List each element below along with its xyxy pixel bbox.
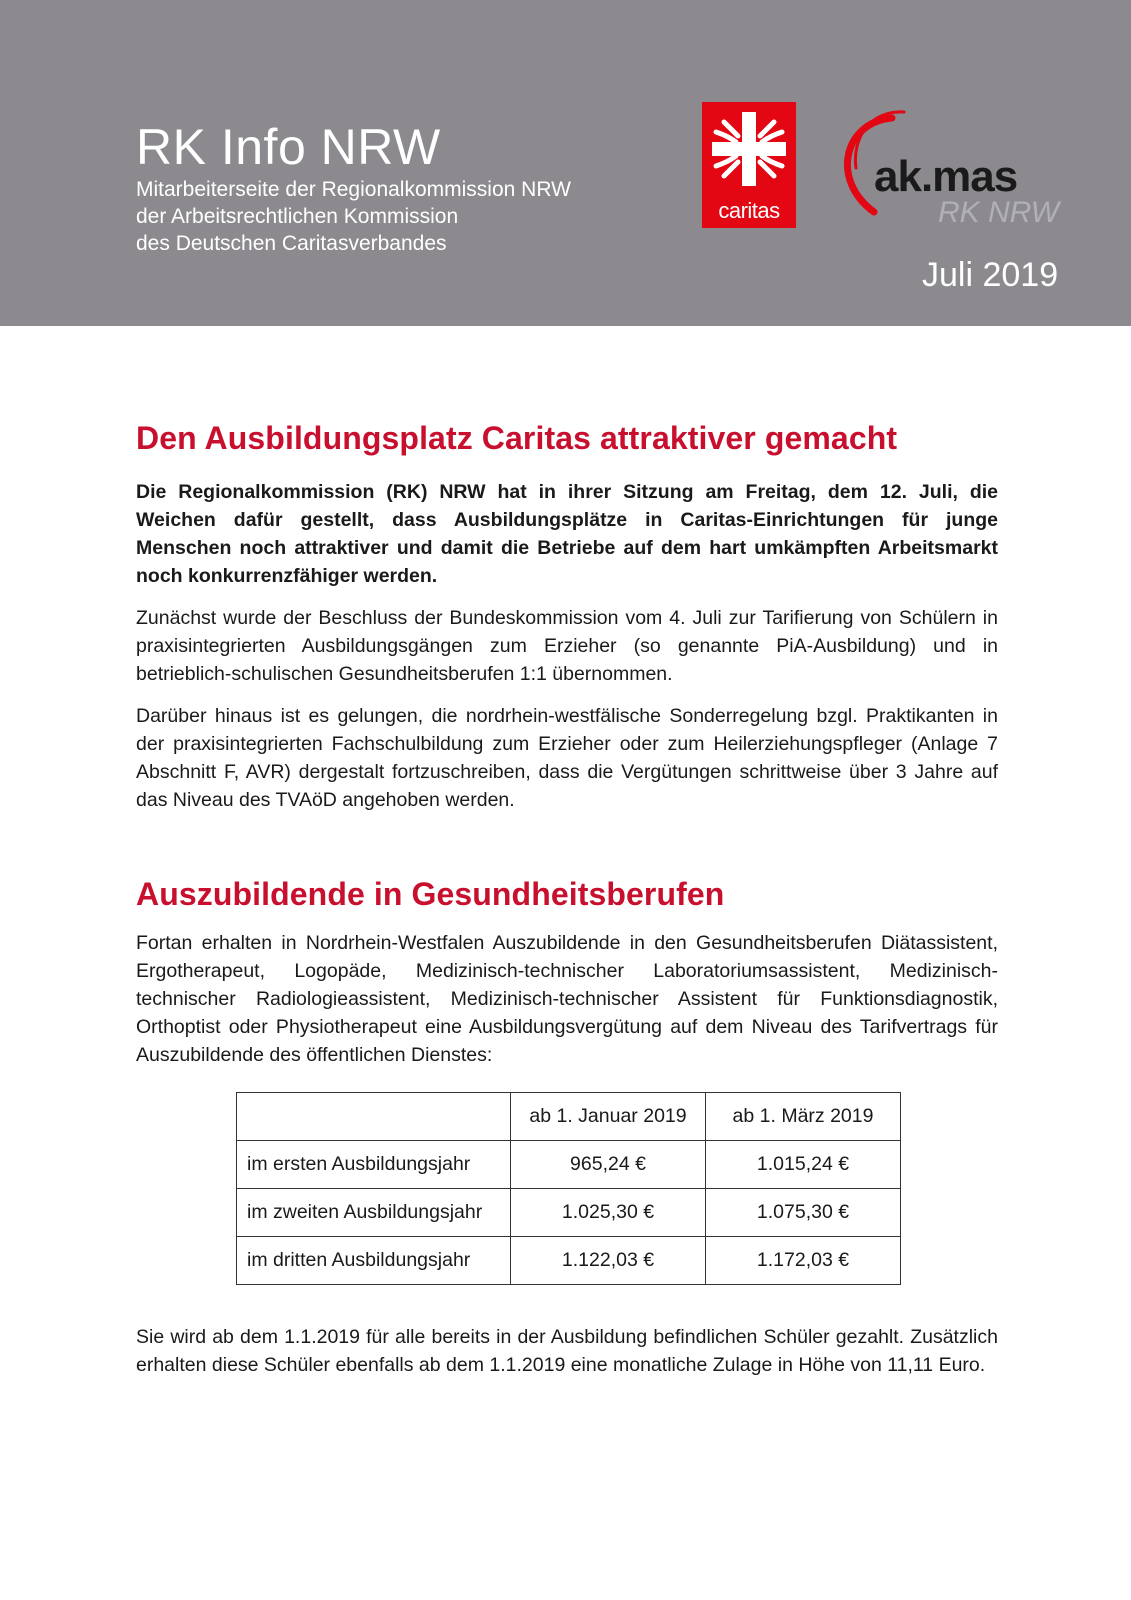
section-heading: Auszubildende in Gesundheitsberufen (136, 876, 725, 912)
article-body (136, 420, 998, 1379)
table-cell: 1.122,03 € (511, 1237, 706, 1285)
subtitle-line: des Deutschen Caritasverbandes (136, 232, 447, 255)
table-row (237, 1189, 901, 1237)
akmas-wordmark: ak.mas (874, 152, 1018, 201)
newsletter-subtitle (136, 176, 571, 257)
table-cell: 1.025,30 € (511, 1189, 706, 1237)
body-paragraph: Fortan erhalten in Nordrhein-Westfalen Auszubildende in den Gesundheitsberufen Diätassistent, Ergotherapeut, Logopäde, Medizinisch-technischer Laboratoriumsassistent, Medizinisch-technischer Radiologieassistent, Medizinisch-technischer Assistent für Funktionsdiagnostik, Orthoptist oder Physiotherapeut eine Ausbildungsvergütung auf dem Niveau des Tarifvertrags für Auszubildende des öffentlichen Dienstes: (136, 932, 998, 1066)
lead-paragraph: Die Regionalkommission (RK) NRW hat in ihrer Sitzung am Freitag, dem 12. Juli, die Weichen dafür gestellt, dass Ausbildungsplätze in Caritas-Einrichtungen für junge Menschen noch attraktiver und damit die Betriebe auf dem hart umkämpften Arbeitsmarkt noch konkurrenzfähiger werden. (136, 481, 998, 587)
newsletter-title: RK Info NRW (136, 119, 441, 175)
table-row (237, 1237, 901, 1285)
table-row (237, 1141, 901, 1189)
table-cell: 1.172,03 € (706, 1237, 901, 1285)
body-paragraph: Darüber hinaus ist es gelungen, die nordrhein-westfälische Sonderregelung bzgl. Praktikanten in der praxisintegrierten Fachschulbildung zum Erzieher oder zum Heilerziehungspfleger (Anlage 7 Abschnitt F, AVR) dergestalt fortzuschreiben, dass die Vergütungen schrittweise über 3 Jahre auf das Niveau des TVAöD angehoben werden. (136, 705, 998, 811)
issue-date: Juli 2019 (922, 256, 1059, 294)
table-cell: im zweiten Ausbildungsjahr (237, 1189, 511, 1237)
body-paragraph: Sie wird ab dem 1.1.2019 für alle bereits in der Ausbildung befindlichen Schüler gezahlt. Zusätzlich erhalten diese Schüler ebenfalls ab dem 1.1.2019 eine monatliche Zulage in Höhe von 11,11 Euro. (136, 1326, 998, 1376)
training-pay-table (236, 1092, 901, 1285)
caritas-wordmark: caritas (718, 198, 780, 223)
table-header-cell: ab 1. Januar 2019 (511, 1093, 706, 1141)
table-cell: 1.015,24 € (706, 1141, 901, 1189)
table-header-cell: ab 1. März 2019 (706, 1093, 901, 1141)
body-paragraph: Zunächst wurde der Beschluss der Bundeskommission vom 4. Juli zur Tarifierung von Schülern in praxisintegrierten Ausbildungsgängen zum Erzieher (so genannte PiA-Ausbildung) und in betrieblich-schulischen Gesundheitsberufen 1:1 übernommen. (136, 607, 998, 685)
table-cell: im ersten Ausbildungsjahr (237, 1141, 511, 1189)
akmas-logo (834, 108, 1074, 238)
caritas-flame-cross-icon (702, 102, 796, 196)
subtitle-line: Mitarbeiterseite der Regionalkommission NRW (136, 178, 571, 201)
rk-nrw-wordmark: RK NRW (938, 196, 1060, 229)
section-heading: Den Ausbildungsplatz Caritas attraktiver gemacht (136, 420, 898, 456)
header-banner (0, 0, 1131, 326)
table-cell: 1.075,30 € (706, 1189, 901, 1237)
table-header-row (237, 1093, 901, 1141)
table-header-cell (237, 1093, 511, 1141)
subtitle-line: der Arbeitsrechtlichen Kommission (136, 205, 459, 228)
table-cell: 965,24 € (511, 1141, 706, 1189)
table-cell: im dritten Ausbildungsjahr (237, 1237, 511, 1285)
caritas-logo (702, 102, 796, 228)
